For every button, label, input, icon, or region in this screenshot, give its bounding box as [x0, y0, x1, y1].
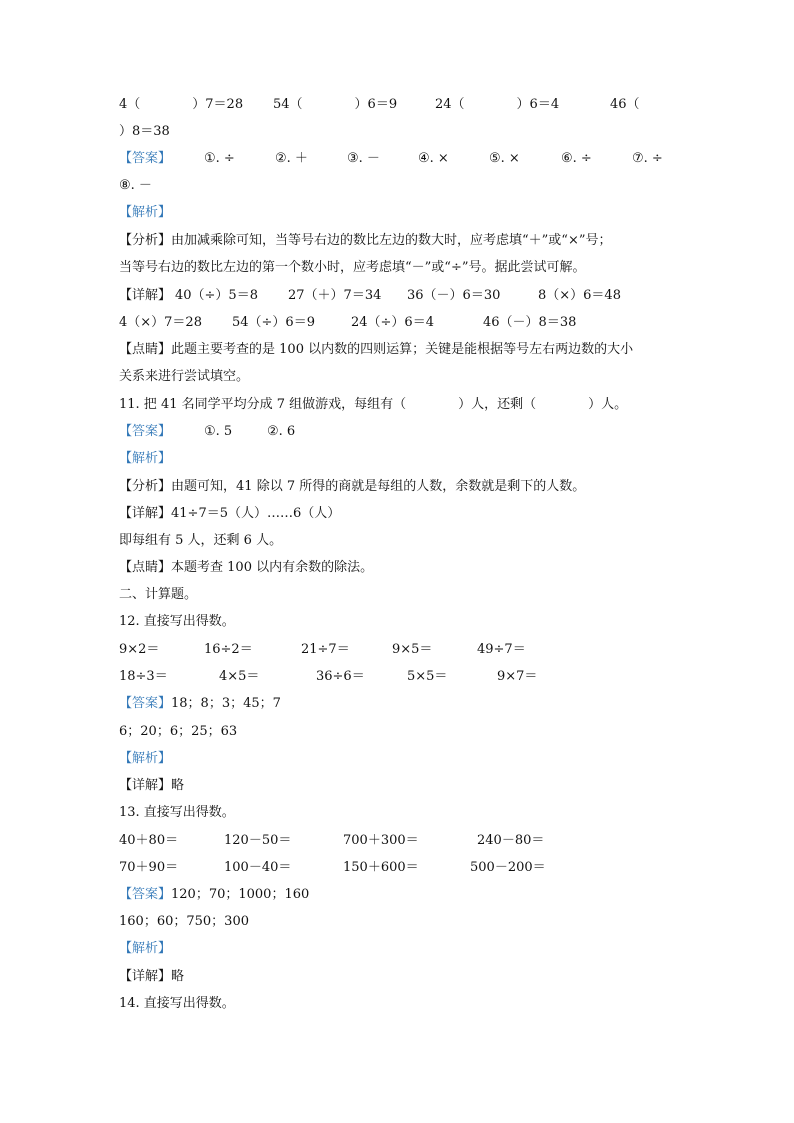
- xiangjie-item: 24（÷）6＝4: [351, 315, 434, 330]
- q10-blank-2: 54（ ）6＝9: [273, 97, 398, 112]
- q11-xiangjie-2: 即每组有 5 人，还剩 6 人。: [119, 533, 283, 548]
- xiangjie-text: 略: [171, 778, 185, 793]
- dianjing-text: 此题主要考查的是 100 以内数的四则运算；关键是能根据等号左右两边数的大小: [171, 342, 634, 357]
- jiexi-tag: 【解析】: [119, 941, 172, 956]
- calc-item: 40＋80＝: [119, 833, 179, 848]
- calc-item: 500－200＝: [470, 860, 546, 875]
- calc-item: 150＋600＝: [343, 860, 419, 875]
- q11-xiangjie: [119, 506, 340, 522]
- calc-item: 100－40＝: [224, 860, 292, 875]
- answer-tag: 【答案】: [119, 151, 172, 166]
- q11-fenxi: [119, 479, 585, 495]
- answer-item: ⑦. ÷: [632, 151, 663, 166]
- xiangjie-item: 40（÷）5＝8: [175, 288, 258, 303]
- q11-answer-line: [119, 424, 171, 440]
- answer-text: 120；70；1000；160: [171, 887, 310, 902]
- answer-item: ②. 6: [267, 424, 296, 439]
- calc-item: 16÷2＝: [204, 642, 253, 657]
- q10-xiangjie-tag: 【详解】: [119, 288, 172, 303]
- xiangjie-item: 54（÷）6＝9: [232, 315, 315, 330]
- fenxi-tag: 【分析】: [119, 233, 172, 248]
- jiexi-tag: 【解析】: [119, 205, 172, 220]
- calc-item: 700＋300＝: [343, 833, 419, 848]
- fenxi-tag: 【分析】: [119, 479, 172, 494]
- xiangjie-text: 41÷7＝5（人）……6（人）: [171, 506, 341, 521]
- q13-xiangjie: [119, 969, 184, 985]
- dianjing-tag: 【点睛】: [119, 342, 172, 357]
- answer-item: ⑥. ÷: [561, 151, 592, 166]
- q10-dianjing-1: [119, 342, 633, 358]
- xiangjie-tag: 【详解】: [119, 506, 172, 521]
- q12-answer-2: 6；20；6；25；63: [119, 724, 238, 739]
- calc-item: 21÷7＝: [301, 642, 350, 657]
- calc-item: 5×5＝: [407, 669, 448, 684]
- q13-answer: [119, 887, 309, 903]
- answer-item: ③. －: [347, 151, 380, 166]
- answer-tag: 【答案】: [119, 887, 172, 902]
- answer-item: ①. ÷: [204, 151, 235, 166]
- calc-item: 9×5＝: [392, 642, 433, 657]
- q11-question: 11. 把 41 名同学平均分成 7 组做游戏，每组有（ ）人，还剩（ ）人。: [119, 397, 628, 412]
- answer-item: ②. ＋: [275, 151, 308, 166]
- q13-title: 13. 直接写出得数。: [119, 805, 235, 820]
- calc-item: 9×7＝: [497, 669, 538, 684]
- section-title: 二、计算题。: [119, 587, 198, 602]
- q10-answer-line: [119, 151, 171, 167]
- calc-item: 70＋90＝: [119, 860, 179, 875]
- q12-title: 12. 直接写出得数。: [119, 614, 235, 629]
- jiexi-tag: 【解析】: [119, 751, 172, 766]
- answer-text: 18；8；3；45；7: [171, 696, 281, 711]
- calc-item: 18÷3＝: [119, 669, 168, 684]
- q12-xiangjie: [119, 778, 184, 794]
- q13-answer-2: 160；60；750；300: [119, 914, 249, 929]
- calc-item: 4×5＝: [219, 669, 260, 684]
- dianjing-text: 本题考查 100 以内有余数的除法。: [171, 560, 374, 575]
- answer-tag: 【答案】: [119, 696, 172, 711]
- calc-item: 49÷7＝: [477, 642, 526, 657]
- calc-item: 9×2＝: [119, 642, 160, 657]
- q14-title: 14. 直接写出得数。: [119, 996, 235, 1011]
- xiangjie-item: 8（×）6＝48: [538, 288, 621, 303]
- xiangjie-tag: 【详解】: [119, 778, 172, 793]
- jiexi-tag: 【解析】: [119, 451, 172, 466]
- xiangjie-item: 4（×）7＝28: [119, 315, 202, 330]
- calc-item: 240－80＝: [477, 833, 545, 848]
- fenxi-text: 由加减乘除可知，当等号右边的数比左边的数大时，应考虑填“＋”或“×”号；: [171, 233, 612, 248]
- q10-dianjing-2: 关系来进行尝试填空。: [119, 369, 250, 384]
- q10-blank-1: 4（ ）7＝28: [119, 97, 244, 112]
- answer-item: ⑤. ×: [489, 151, 520, 166]
- q10-fenxi-1: [119, 233, 612, 249]
- q10-blank-4: 46（: [610, 97, 640, 112]
- q12-answer: [119, 696, 281, 712]
- xiangjie-item: 46（－）8＝38: [483, 315, 577, 330]
- xiangjie-text: 略: [171, 969, 185, 984]
- answer-item: ④. ×: [418, 151, 449, 166]
- answer-item: ⑧. －: [119, 178, 152, 193]
- xiangjie-item: 36（－）6＝30: [407, 288, 501, 303]
- q10-fenxi-2: 当等号右边的数比左边的第一个数小时，应考虑填“－”或“÷”号。据此尝试可解。: [119, 260, 586, 275]
- answer-item: ①. 5: [204, 424, 233, 439]
- calc-item: 120－50＝: [224, 833, 292, 848]
- q11-dianjing: [119, 560, 373, 576]
- fenxi-text: 由题可知，41 除以 7 所得的商就是每组的人数，余数就是剩下的人数。: [171, 479, 586, 494]
- calc-item: 36÷6＝: [316, 669, 365, 684]
- xiangjie-tag: 【详解】: [119, 969, 172, 984]
- dianjing-tag: 【点睛】: [119, 560, 172, 575]
- answer-tag: 【答案】: [119, 424, 172, 439]
- xiangjie-item: 27（＋）7＝34: [288, 288, 382, 303]
- q10-row2: ）8＝38: [119, 124, 170, 139]
- q10-blank-3: 24（ ）6＝4: [435, 97, 560, 112]
